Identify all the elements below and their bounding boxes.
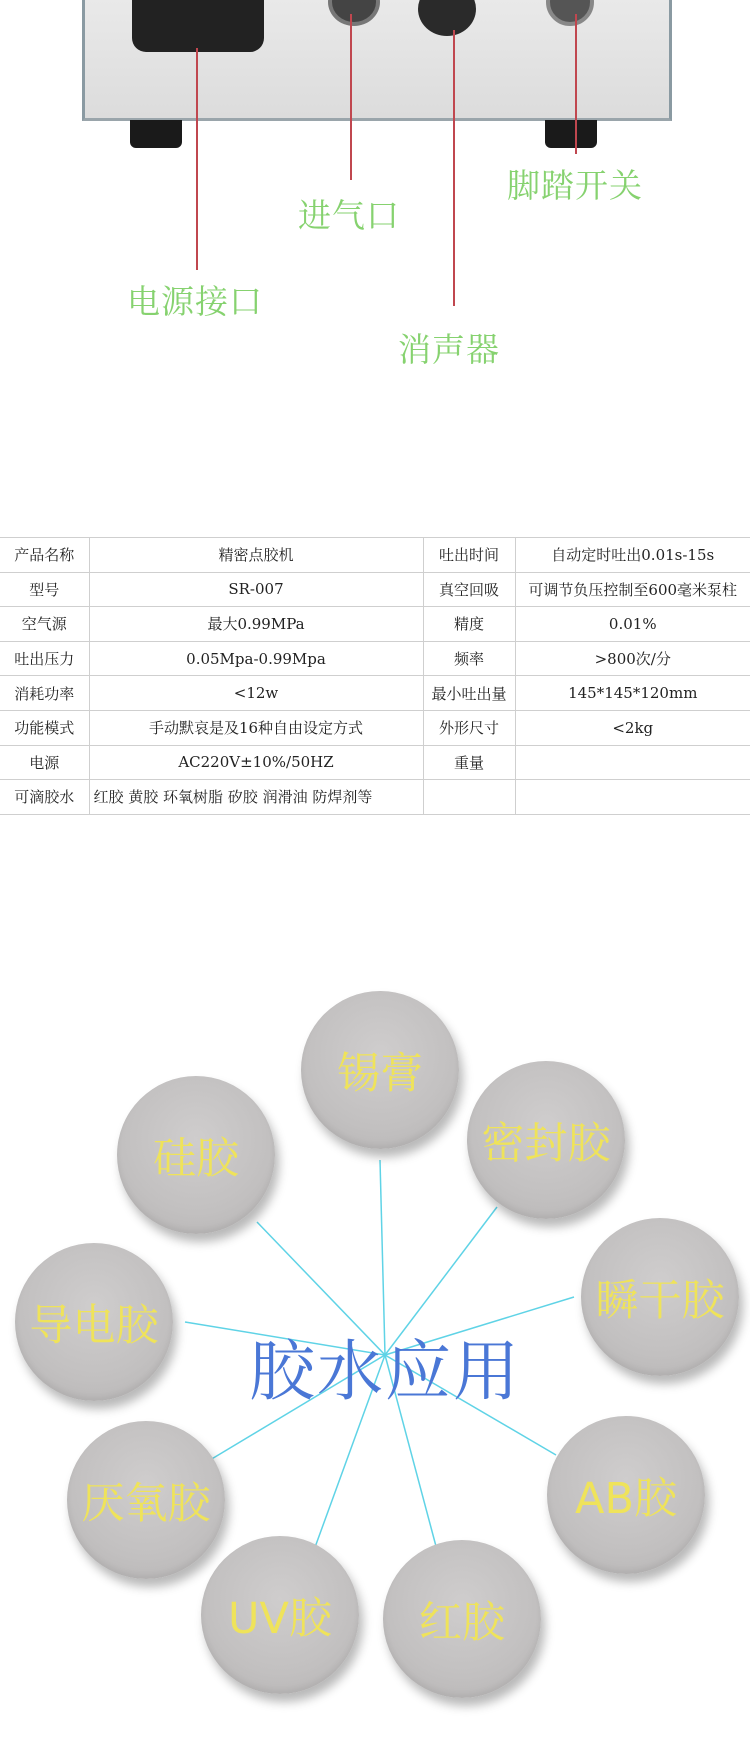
glue-type-bubble — [117, 1076, 275, 1234]
spec-label-cell: 产品名称 — [0, 538, 89, 573]
glue-type-label: 导电胶 — [29, 1300, 159, 1351]
glue-type-bubble — [547, 1416, 705, 1574]
glue-type-bubble — [581, 1218, 739, 1376]
glue-type-label: 瞬干胶 — [595, 1275, 725, 1326]
table-row — [0, 572, 750, 607]
power-port-leader-line — [196, 48, 198, 270]
spec-label-cell: 空气源 — [0, 607, 89, 642]
foot-switch-label: 脚踏开关 — [507, 166, 643, 205]
power-port-label: 电源接口 — [127, 282, 263, 321]
spec-value-cell: 0.05Mpa-0.99Mpa — [89, 641, 423, 676]
spec-label-cell: 吐出时间 — [423, 538, 515, 573]
glue-type-bubble — [15, 1243, 173, 1401]
air-inlet-leader-line — [350, 14, 352, 180]
table-row — [0, 676, 750, 711]
foot-switch-leader-line — [575, 14, 577, 154]
glue-type-bubble — [201, 1536, 359, 1694]
table-row — [0, 780, 750, 815]
spec-table — [0, 537, 750, 815]
spec-label-cell: 外形尺寸 — [423, 710, 515, 745]
spec-value-cell: <12w — [89, 676, 423, 711]
spec-value-cell — [515, 780, 750, 815]
glue-type-bubble — [301, 991, 459, 1149]
spec-value-cell: 145*145*120mm — [515, 676, 750, 711]
spec-value-cell: 红胶 黄胶 环氧树脂 矽胶 润滑油 防焊剂等 — [89, 780, 423, 815]
spec-label-cell: 型号 — [0, 572, 89, 607]
spec-label-cell: 可滴胶水 — [0, 780, 89, 815]
table-row — [0, 745, 750, 780]
spec-label-cell: 吐出压力 — [0, 641, 89, 676]
glue-type-label: UV胶 — [228, 1593, 332, 1644]
spec-label-cell: 频率 — [423, 641, 515, 676]
spec-value-cell — [515, 745, 750, 780]
glue-type-label: 红胶 — [419, 1597, 505, 1648]
machine-foot-right — [545, 120, 597, 148]
spec-label-cell: 精度 — [423, 607, 515, 642]
power-port-graphic — [132, 0, 264, 52]
glue-type-label: 硅胶 — [153, 1133, 239, 1184]
glue-type-bubble — [67, 1421, 225, 1579]
spec-label-cell: 最小吐出量 — [423, 676, 515, 711]
glue-type-label: 密封胶 — [481, 1118, 611, 1169]
table-row — [0, 538, 750, 573]
spec-value-cell: 手动默哀是及16种自由设定方式 — [89, 710, 423, 745]
spec-value-cell: 精密点胶机 — [89, 538, 423, 573]
table-row — [0, 641, 750, 676]
spec-value-cell: 可调节负压控制至600毫米泵柱 — [515, 572, 750, 607]
spec-label-cell: 真空回吸 — [423, 572, 515, 607]
air-inlet-label: 进气口 — [298, 196, 400, 235]
table-row — [0, 710, 750, 745]
spec-value-cell: AC220V±10%/50HZ — [89, 745, 423, 780]
spec-label-cell: 功能模式 — [0, 710, 89, 745]
muffler-leader-line — [453, 30, 455, 306]
glue-type-label: AB胶 — [575, 1473, 677, 1524]
glue-type-bubble — [383, 1540, 541, 1698]
machine-illustration — [0, 0, 750, 400]
glue-type-label: 厌氧胶 — [81, 1478, 211, 1529]
machine-foot-left — [130, 120, 182, 148]
spec-value-cell: SR-007 — [89, 572, 423, 607]
spec-value-cell: >800次/分 — [515, 641, 750, 676]
muffler-label: 消声器 — [398, 330, 500, 369]
spec-label-cell: 重量 — [423, 745, 515, 780]
spec-value-cell: <2kg — [515, 710, 750, 745]
spec-value-cell: 自动定时吐出0.01s-15s — [515, 538, 750, 573]
center-title: 胶水应用 — [249, 1333, 521, 1410]
glue-type-bubble — [467, 1061, 625, 1219]
spec-label-cell: 消耗功率 — [0, 676, 89, 711]
spec-value-cell: 0.01% — [515, 607, 750, 642]
glue-type-label: 锡膏 — [337, 1048, 423, 1099]
spec-value-cell: 最大0.99MPa — [89, 607, 423, 642]
glue-application-diagram — [0, 960, 750, 1756]
spec-label-cell — [423, 780, 515, 815]
table-row — [0, 607, 750, 642]
spec-label-cell: 电源 — [0, 745, 89, 780]
